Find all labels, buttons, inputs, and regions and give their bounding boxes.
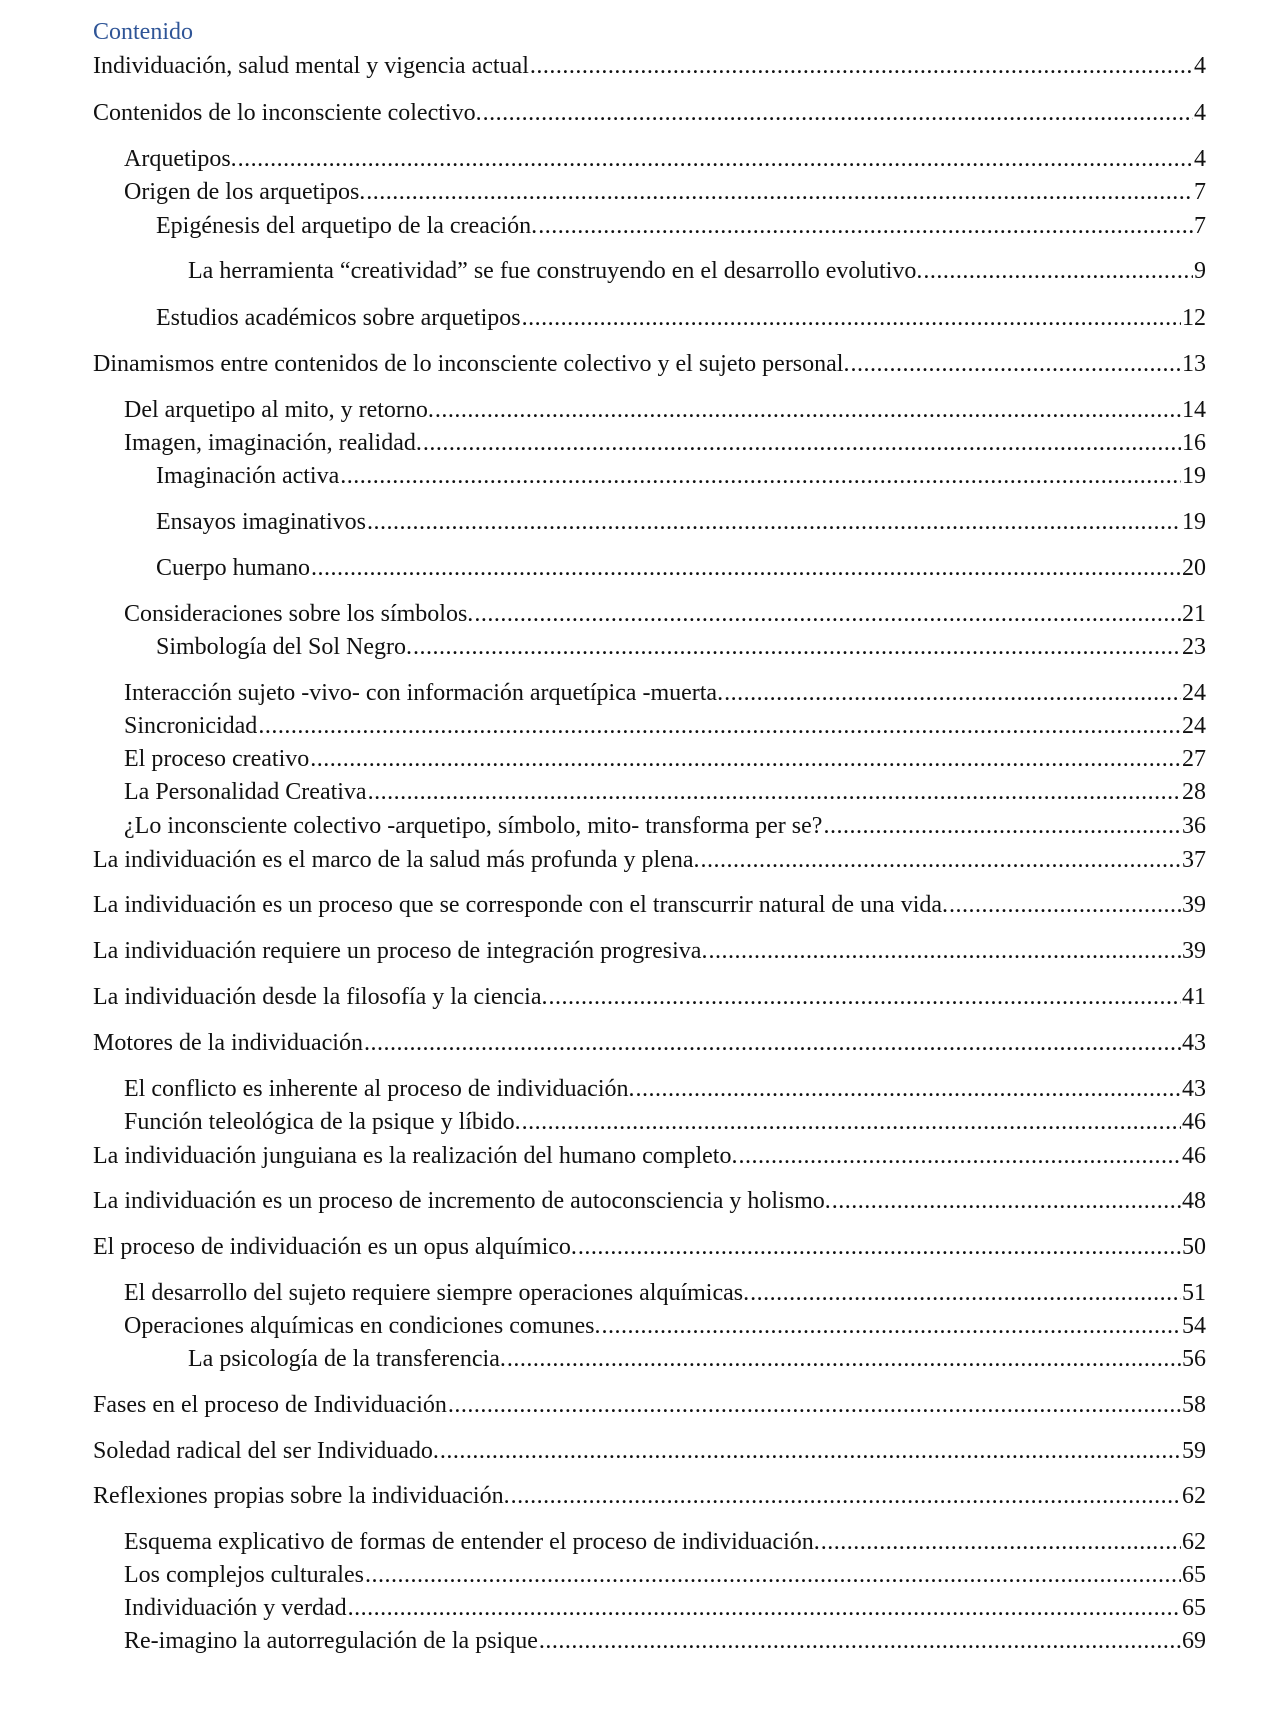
toc-entry-page-number: 62	[1182, 1483, 1206, 1509]
toc-entry[interactable]	[93, 1142, 1206, 1170]
toc-entry-label: La herramienta “creatividad” se fue construyendo en el desarrollo evolutivo.	[188, 258, 923, 284]
toc-entry[interactable]	[93, 1437, 1206, 1465]
toc-entry-page-number: 39	[1182, 892, 1206, 918]
dot-leader	[578, 1233, 1181, 1261]
toc-entry-page-number: 58	[1182, 1392, 1206, 1418]
toc-entry-page-number: 12	[1182, 305, 1206, 331]
dot-leader	[238, 145, 1193, 173]
toc-entry[interactable]	[124, 429, 1206, 457]
dot-leader	[310, 745, 1181, 773]
dot-leader	[348, 1594, 1181, 1622]
dot-leader	[366, 178, 1193, 206]
dot-leader	[708, 937, 1181, 965]
toc-title: Contenido	[93, 19, 193, 45]
dot-leader	[311, 554, 1181, 582]
toc-entry-page-number: 54	[1182, 1313, 1206, 1339]
toc-entry[interactable]	[93, 846, 1206, 874]
toc-entry-page-number: 43	[1182, 1076, 1206, 1102]
toc-entry-label: Imaginación activa	[156, 463, 340, 489]
toc-entry-page-number: 69	[1182, 1628, 1206, 1654]
toc-entry-label: El conflicto es inherente al proceso de individuación.	[124, 1076, 635, 1102]
toc-entry-label: Esquema explicativo de formas de entender el proceso de individuación.	[124, 1529, 820, 1555]
toc-entry[interactable]	[93, 937, 1206, 965]
toc-entry[interactable]	[124, 812, 1206, 840]
toc-entry-page-number: 51	[1182, 1280, 1206, 1306]
dot-leader	[522, 1108, 1181, 1136]
toc-entry-page-number: 24	[1182, 713, 1206, 739]
toc-entry[interactable]	[124, 1528, 1206, 1556]
toc-entry[interactable]	[156, 212, 1206, 240]
toc-entry[interactable]	[188, 1345, 1206, 1373]
toc-entry[interactable]	[93, 1233, 1206, 1261]
toc-entry[interactable]	[124, 1108, 1206, 1136]
toc-entry-label: La individuación requiere un proceso de integración progresiva.	[93, 938, 708, 964]
toc-entry[interactable]	[124, 712, 1206, 740]
toc-entry[interactable]	[93, 1029, 1206, 1057]
dot-leader	[602, 1312, 1181, 1340]
toc-entry-page-number: 4	[1194, 146, 1206, 172]
toc-entry-page-number: 65	[1182, 1595, 1206, 1621]
toc-entry[interactable]	[93, 52, 1206, 80]
toc-entry-label: Fases en el proceso de Individuación	[93, 1392, 447, 1418]
toc-entry-label: Arquetipos.	[124, 146, 237, 172]
dot-leader	[724, 679, 1181, 707]
toc-entry-page-number: 59	[1182, 1438, 1206, 1464]
toc-entry-label: Reflexiones propias sobre la individuación.	[93, 1483, 510, 1509]
toc-entry[interactable]	[93, 891, 1206, 919]
toc-entry-page-number: 36	[1182, 813, 1206, 839]
toc-entry[interactable]	[93, 1482, 1206, 1510]
toc-entry-page-number: 4	[1194, 53, 1206, 79]
dot-leader	[423, 429, 1181, 457]
toc-entry-page-number: 4	[1194, 100, 1206, 126]
dot-leader	[750, 1279, 1181, 1307]
toc-entry[interactable]	[124, 778, 1206, 806]
dot-leader	[507, 1345, 1181, 1373]
dot-leader	[832, 1187, 1181, 1215]
toc-entry[interactable]	[93, 1391, 1206, 1419]
toc-entry-label: La Personalidad Creativa	[124, 779, 367, 805]
toc-entry[interactable]	[93, 1187, 1206, 1215]
dot-leader	[530, 52, 1193, 80]
toc-entry[interactable]	[156, 304, 1206, 332]
dot-leader	[340, 462, 1181, 490]
toc-entry-page-number: 43	[1182, 1030, 1206, 1056]
dot-leader	[949, 891, 1181, 919]
toc-entry[interactable]	[124, 745, 1206, 773]
toc-entry[interactable]	[93, 99, 1206, 127]
dot-leader	[538, 212, 1193, 240]
toc-entry-page-number: 28	[1182, 779, 1206, 805]
toc-entry[interactable]	[156, 508, 1206, 536]
toc-entry-page-number: 16	[1182, 430, 1206, 456]
dot-leader	[368, 778, 1181, 806]
toc-entry-label: Ensayos imaginativos	[156, 509, 366, 535]
toc-entry-page-number: 19	[1182, 463, 1206, 489]
toc-entry-page-number: 27	[1182, 746, 1206, 772]
toc-entry-label: Simbología del Sol Negro.	[156, 634, 412, 660]
toc-entry[interactable]	[124, 1312, 1206, 1340]
toc-entry[interactable]	[156, 462, 1206, 490]
toc-entry[interactable]	[124, 145, 1206, 173]
toc-entry-page-number: 65	[1182, 1562, 1206, 1588]
toc-entry-label: Origen de los arquetipos.	[124, 179, 366, 205]
toc-entry-page-number: 7	[1194, 179, 1206, 205]
toc-entry-label: La individuación junguiana es la realización del humano completo.	[93, 1143, 738, 1169]
toc-entry-label: El desarrollo del sujeto requiere siempre operaciones alquímicas.	[124, 1280, 750, 1306]
toc-entry-label: La individuación es el marco de la salud más profunda y plena.	[93, 847, 700, 873]
toc-entry-page-number: 7	[1194, 213, 1206, 239]
toc-entry-page-number: 62	[1182, 1529, 1206, 1555]
toc-entry[interactable]	[188, 257, 1206, 285]
toc-entry-label: Dinamismos entre contenidos de lo inconsciente colectivo y el sujeto personal.	[93, 351, 850, 377]
toc-entry[interactable]	[124, 178, 1206, 206]
toc-entry-label: La psicología de la transferencia.	[188, 1346, 506, 1372]
toc-entry-page-number: 37	[1182, 847, 1206, 873]
dot-leader	[923, 257, 1193, 285]
toc-entry[interactable]	[93, 983, 1206, 1011]
dot-leader	[700, 846, 1181, 874]
toc-entry-label: El proceso creativo	[124, 746, 310, 772]
toc-entry-label: Individuación, salud mental y vigencia actual	[93, 53, 529, 79]
toc-entry-label: Función teleológica de la psique y líbido.	[124, 1109, 521, 1135]
toc-entry[interactable]	[124, 679, 1206, 707]
dot-leader	[364, 1029, 1181, 1057]
toc-entry[interactable]	[124, 1561, 1206, 1589]
toc-entry-page-number: 21	[1182, 601, 1206, 627]
toc-entry-label: Consideraciones sobre los símbolos.	[124, 601, 474, 627]
toc-entry[interactable]	[124, 1594, 1206, 1622]
dot-leader	[483, 99, 1193, 127]
toc-entry-page-number: 14	[1182, 397, 1206, 423]
toc-entry[interactable]	[124, 600, 1206, 628]
toc-entry-label: Individuación y verdad	[124, 1595, 347, 1621]
toc-entry-label: Los complejos culturales	[124, 1562, 364, 1588]
toc-entry-page-number: 20	[1182, 555, 1206, 581]
toc-entry-page-number: 19	[1182, 509, 1206, 535]
toc-entry-label: Operaciones alquímicas en condiciones comunes.	[124, 1313, 601, 1339]
dot-leader	[435, 396, 1181, 424]
toc-entry-label: El proceso de individuación es un opus alquímico.	[93, 1234, 577, 1260]
toc-entry-page-number: 41	[1182, 984, 1206, 1010]
toc-entry[interactable]	[93, 350, 1206, 378]
toc-entry[interactable]	[124, 1075, 1206, 1103]
toc-entry[interactable]	[156, 633, 1206, 661]
dot-leader	[549, 983, 1182, 1011]
dot-leader	[738, 1142, 1181, 1170]
toc-entry-page-number: 48	[1182, 1188, 1206, 1214]
toc-entry-label: Interacción sujeto -vivo- con información arquetípica -muerta.	[124, 680, 724, 706]
toc-entry-page-number: 23	[1182, 634, 1206, 660]
toc-entry-label: La individuación es un proceso que se corresponde con el transcurrir natural de una vida.	[93, 892, 949, 918]
toc-entry-page-number: 24	[1182, 680, 1206, 706]
toc-entry-label: Sincronicidad	[124, 713, 258, 739]
dot-leader	[522, 304, 1181, 332]
toc-entry[interactable]	[124, 396, 1206, 424]
toc-entry[interactable]	[156, 554, 1206, 582]
dot-leader	[539, 1627, 1181, 1655]
dot-leader	[440, 1437, 1181, 1465]
toc-entry-page-number: 56	[1182, 1346, 1206, 1372]
dot-leader	[258, 712, 1181, 740]
toc-entry-label: Imagen, imaginación, realidad.	[124, 430, 422, 456]
toc-entry-page-number: 9	[1194, 258, 1206, 284]
toc-entry-label: Soledad radical del ser Individuado.	[93, 1438, 439, 1464]
dot-leader	[474, 600, 1181, 628]
dot-leader	[448, 1391, 1181, 1419]
dot-leader	[413, 633, 1181, 661]
toc-entry-page-number: 46	[1182, 1143, 1206, 1169]
dot-leader	[511, 1482, 1181, 1510]
dot-leader	[367, 508, 1181, 536]
toc-entry-page-number: 39	[1182, 938, 1206, 964]
dot-leader	[850, 350, 1181, 378]
dot-leader	[636, 1075, 1182, 1103]
toc-entry-label: Epigénesis del arquetipo de la creación.	[156, 213, 538, 239]
toc-entry-label: Contenidos de lo inconsciente colectivo.	[93, 100, 482, 126]
dot-leader	[365, 1561, 1181, 1589]
toc-entry-label: Estudios académicos sobre arquetipos	[156, 305, 521, 331]
toc-entry-label: La individuación es un proceso de incremento de autoconsciencia y holismo.	[93, 1188, 831, 1214]
toc-entry-label: Motores de la individuación	[93, 1030, 363, 1056]
toc-entry-page-number: 50	[1182, 1234, 1206, 1260]
toc-entry-label: Del arquetipo al mito, y retorno.	[124, 397, 434, 423]
toc-entry-label: La individuación desde la filosofía y la ciencia.	[93, 984, 548, 1010]
toc-entry[interactable]	[124, 1627, 1206, 1655]
toc-entry-label: ¿Lo inconsciente colectivo -arquetipo, símbolo, mito- transforma per se?	[124, 813, 823, 839]
toc-entry[interactable]	[124, 1279, 1206, 1307]
toc-entry-page-number: 13	[1182, 351, 1206, 377]
toc-entry-label: Re-imagino la autorregulación de la psique	[124, 1628, 538, 1654]
toc-entry-label: Cuerpo humano	[156, 555, 310, 581]
toc-entry-page-number: 46	[1182, 1109, 1206, 1135]
dot-leader	[821, 1528, 1181, 1556]
dot-leader	[823, 812, 1181, 840]
